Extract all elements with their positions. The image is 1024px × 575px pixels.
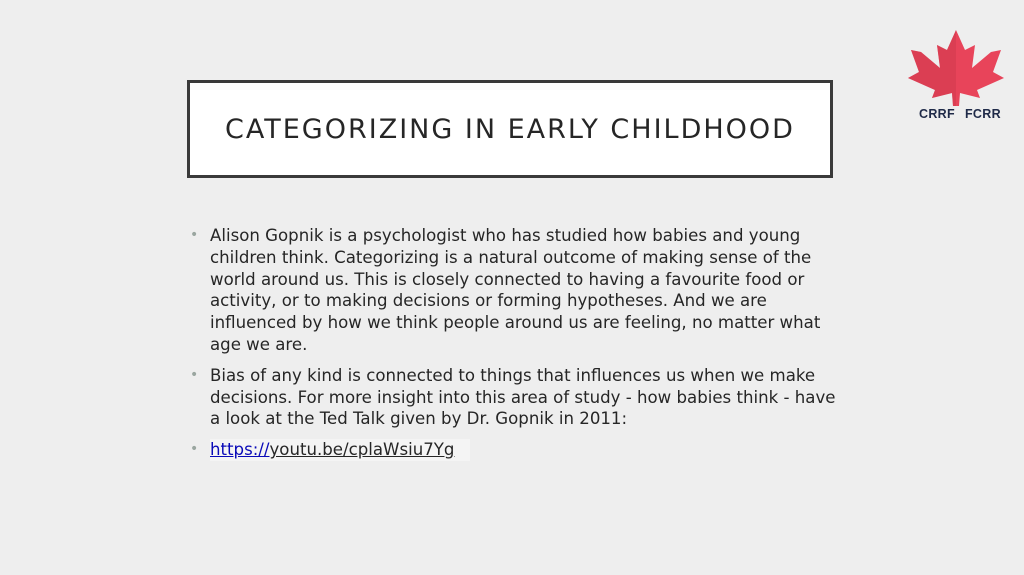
bullet-list bbox=[190, 225, 840, 470]
title-box bbox=[187, 80, 833, 178]
logo-text-fcrr: FCRR bbox=[965, 107, 1001, 121]
maple-leaf-icon bbox=[905, 28, 1007, 108]
slide-title: CATEGORIZING IN EARLY CHILDHOOD bbox=[225, 113, 795, 145]
bullet-item bbox=[190, 225, 840, 356]
bullet-text: Bias of any kind is connected to things that influences us when we make decisions. For more insight into this area of study - how babies think - have a look at the Ted Talk given by Dr. Gopnik in 2011: bbox=[210, 365, 836, 429]
youtube-link[interactable] bbox=[210, 439, 470, 461]
bullet-item-link bbox=[190, 439, 840, 461]
bullet-dot-icon: • bbox=[190, 227, 199, 243]
bullet-dot-icon: • bbox=[190, 366, 199, 383]
crrf-logo bbox=[905, 28, 1007, 124]
bullet-text: Alison Gopnik is a psychologist who has studied how babies and young children think. Categorizing is a natural outcome of making sense of the world around us. This is closely connected to having a favourite food or activity, or to making decisions or forming hypotheses. And we are influenced by how we think people around us are feeling, no matter what age we are. bbox=[210, 226, 821, 354]
logo-text-crrf: CRRF bbox=[919, 107, 955, 121]
bullet-item bbox=[190, 365, 840, 430]
link-protocol[interactable]: https:// bbox=[210, 440, 270, 460]
bullet-dot-icon: • bbox=[190, 441, 199, 458]
link-address[interactable]: youtu.be/cplaWsiu7Yg bbox=[269, 440, 455, 460]
